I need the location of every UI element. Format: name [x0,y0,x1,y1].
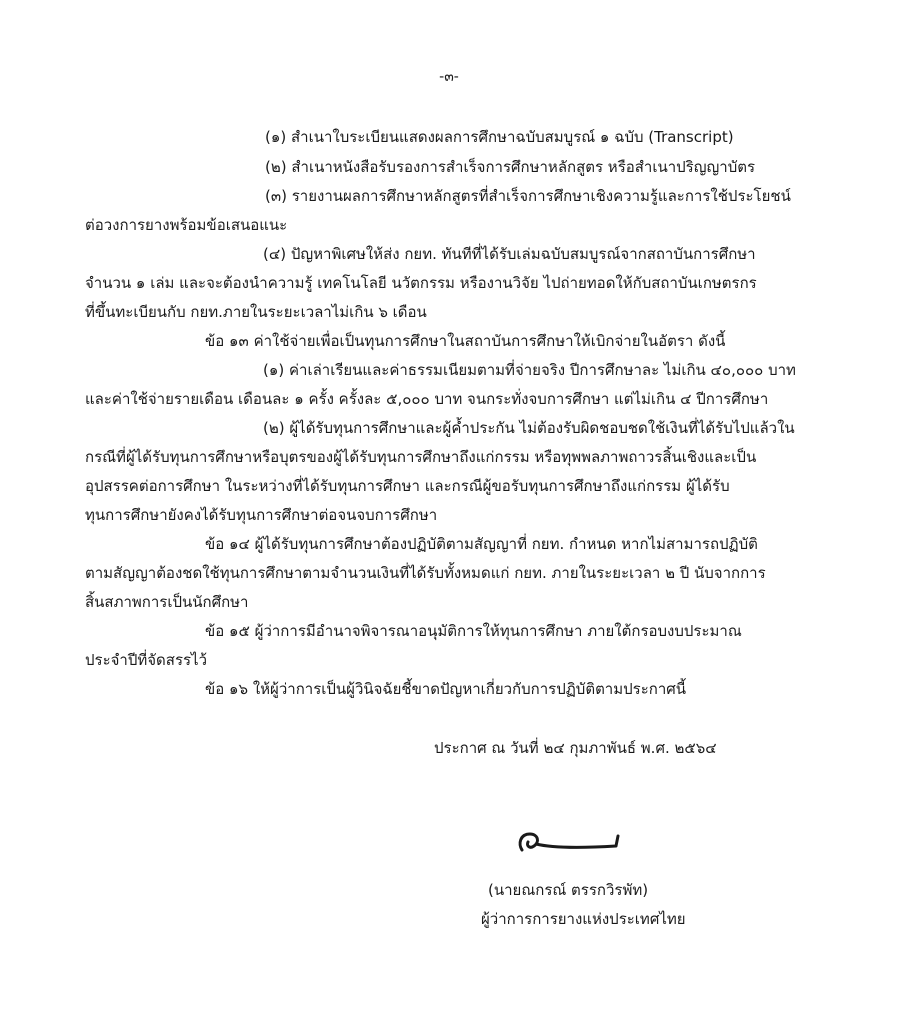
announcement-date: ประกาศ ณ วันที่ ๒๔ กุมภาพันธ์ พ.ศ. ๒๕๖๔ [434,739,717,757]
paragraph-line: กรณีที่ผู้ได้รับทุนการศึกษาหรือบุตรของผู้ได้รับทุนการศึกษาถึงแก่กรรม หรือทุพพลภาพถาวรสิ้นเชิงและเป็น [85,448,757,466]
paragraph-line: ที่ขึ้นทะเบียนกับ กยท.ภายในระยะเวลาไม่เกิน ๖ เดือน [85,303,427,321]
paragraph-line: ตามสัญญาต้องชดใช้ทุนการศึกษาตามจำนวนเงินที่ได้รับทั้งหมดแก่ กยท. ภายในระยะเวลา ๒ ปี นับจากการ [85,564,766,582]
paragraph-line: ทุนการศึกษายังคงได้รับทุนการศึกษาต่อจนจบการศึกษา [85,506,438,524]
signature [512,822,632,858]
paragraph-line: ประจำปีที่จัดสรรไว้ [85,651,208,669]
list-item: (๔) ปัญหาพิเศษให้ส่ง กยท. ทันทีที่ได้รับเล่มฉบับสมบูรณ์จากสถาบันการศึกษา [263,245,756,263]
clause-heading: ข้อ ๑๓ ค่าใช้จ่ายเพื่อเป็นทุนการศึกษาในสถาบันการศึกษาให้เบิกจ่ายในอัตรา ดังนี้ [205,332,726,350]
list-item: (๒) สำเนาหนังสือรับรองการสำเร็จการศึกษาหลักสูตร หรือสำเนาปริญญาบัตร [265,158,756,176]
clause-heading: ข้อ ๑๖ ให้ผู้ว่าการเป็นผู้วินิจฉัยชี้ขาดปัญหาเกี่ยวกับการปฏิบัติตามประกาศนี้ [205,680,687,698]
paragraph-line: จำนวน ๑ เล่ม และจะต้องนำความรู้ เทคโนโลยี นวัตกรรม หรืองานวิจัย ไปถ่ายทอดให้กับสถาบันเกษตรกร [85,274,757,292]
paragraph-line: ต่อวงการยางพร้อมข้อเสนอแนะ [85,216,288,234]
paragraph-line: อุปสรรคต่อการศึกษา ในระหว่างที่ได้รับทุนการศึกษา และกรณีผู้ขอรับทุนการศึกษาถึงแก่กรรม ผู้ได้รับ [85,477,730,495]
signer-name: (นายณกรณ์ ตรรกวิรพัท) [488,881,649,899]
list-item: (๒) ผู้ได้รับทุนการศึกษาและผู้ค้ำประกัน ไม่ต้องรับผิดชอบชดใช้เงินที่ได้รับไปแล้วใน [263,419,795,437]
clause-heading: ข้อ ๑๕ ผู้ว่าการมีอำนาจพิจารณาอนุมัติการให้ทุนการศึกษา ภายใต้กรอบงบประมาณ [205,622,742,640]
signer-title: ผู้ว่าการการยางแห่งประเทศไทย [481,910,686,928]
list-item: (๑) ค่าเล่าเรียนและค่าธรรมเนียมตามที่จ่ายจริง ปีการศึกษาละ ไม่เกิน ๔๐,๐๐๐ บาท [263,361,796,379]
list-item: (๑) สำเนาใบระเบียนแสดงผลการศึกษาฉบับสมบูรณ์ ๑ ฉบับ (Transcript) [265,128,734,146]
paragraph-line: สิ้นสภาพการเป็นนักศึกษา [85,593,249,611]
clause-heading: ข้อ ๑๔ ผู้ได้รับทุนการศึกษาต้องปฏิบัติตามสัญญาที่ กยท. กำหนด หากไม่สามารถปฏิบัติ [205,535,758,553]
list-item: (๓) รายงานผลการศึกษาหลักสูตรที่สำเร็จการศึกษาเชิงความรู้และการใช้ประโยชน์ [265,187,791,205]
page-number: -๓- [439,69,459,85]
paragraph-line: และค่าใช้จ่ายรายเดือน เดือนละ ๑ ครั้ง ครั้งละ ๕,๐๐๐ บาท จนกระทั่งจบการศึกษา แต่ไม่เกิน ๔ ปีการศึกษา [85,390,769,408]
